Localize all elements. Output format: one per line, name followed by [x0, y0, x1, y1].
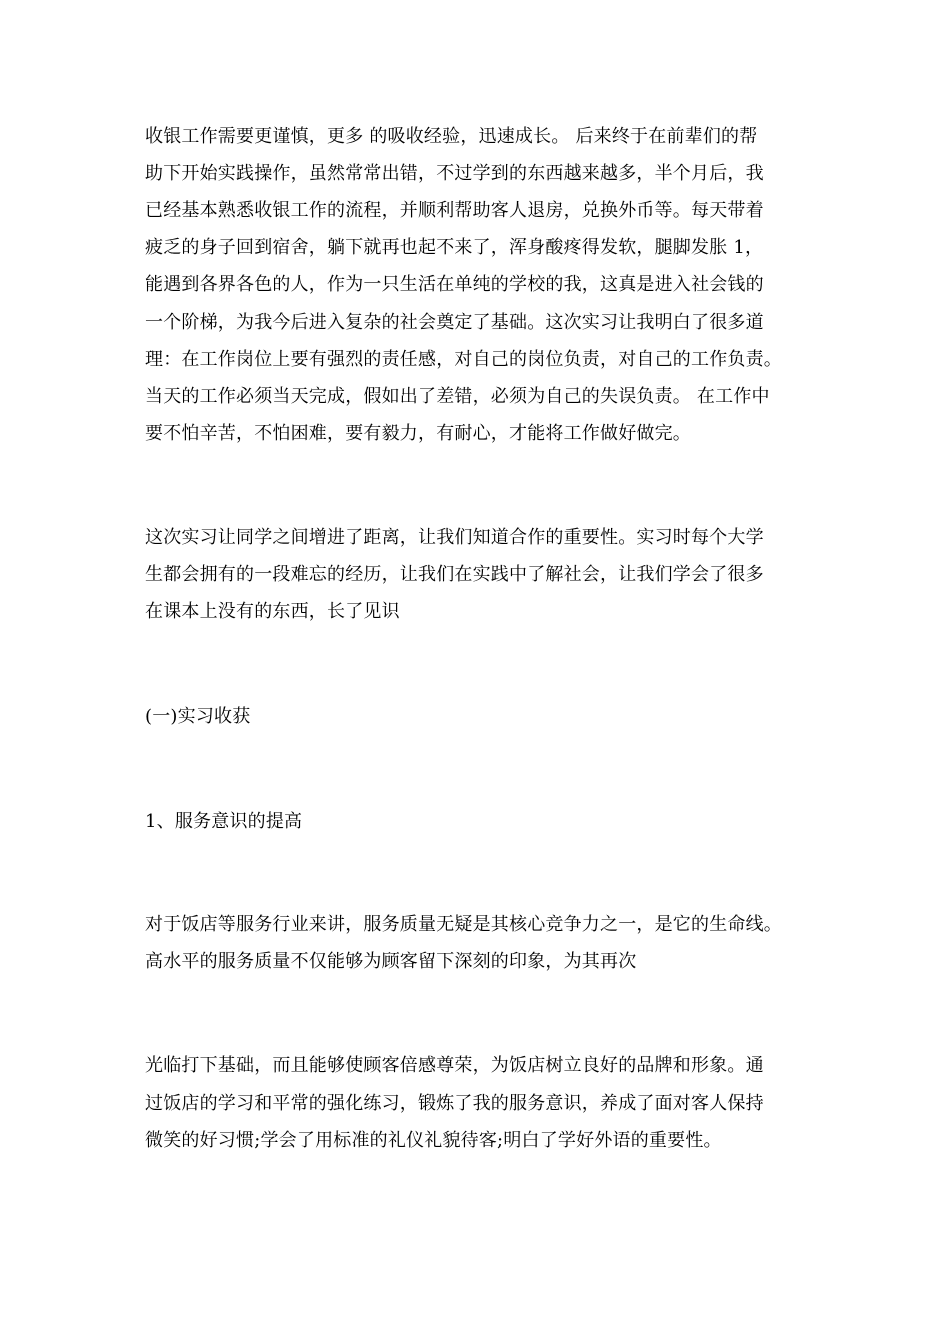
text-line: 能遇到各界各色的人，作为一只生活在单纯的学校的我，这真是进入社会钱的: [145, 274, 764, 295]
text-line: 助下开始实践操作，虽然常常出错，不过学到的东西越来越多，半个月后，我: [145, 163, 764, 184]
text-line: 一个阶梯，为我今后进入复杂的社会奠定了基础。这次实习让我明白了很多道: [145, 312, 764, 333]
text-line: 生都会拥有的一段难忘的经历，让我们在实践中了解社会，让我们学会了很多: [145, 564, 764, 585]
text-line: 已经基本熟悉收银工作的流程，并顺利帮助客人退房，兑换外币等。每天带着: [145, 200, 764, 221]
text-line: 理：在工作岗位上要有强烈的责任感，对自己的岗位负责，对自己的工作负责。: [145, 349, 782, 370]
text-line: 这次实习让同学之间增进了距离，让我们知道合作的重要性。实习时每个大学: [145, 527, 764, 548]
subsection-heading: 1、服务意识的提高: [145, 811, 303, 832]
text-line: 过饭店的学习和平常的强化练习，锻炼了我的服务意识，养成了面对客人保持: [145, 1093, 764, 1114]
text-line: 当天的工作必须当天完成，假如出了差错，必须为自己的失误负责。 在工作中: [145, 386, 770, 407]
section-heading: (一)实习收获: [145, 706, 251, 727]
text-line: 微笑的好习惯;学会了用标准的礼仪礼貌待客;明白了学好外语的重要性。: [145, 1130, 722, 1151]
text-line: 对于饭店等服务行业来讲，服务质量无疑是其核心竞争力之一，是它的生命线。: [145, 914, 782, 935]
text-line: 光临打下基础，而且能够使顾客倍感尊荣，为饭店树立良好的品牌和形象。通: [145, 1055, 764, 1076]
text-line: 收银工作需要更谨慎，更多 的吸收经验，迅速成长。 后来终于在前辈们的帮: [145, 126, 758, 147]
text-line: 疲乏的身子回到宿舍，躺下就再也起不来了，浑身酸疼得发软，腿脚发胀 1，: [145, 237, 764, 258]
text-line: 要不怕辛苦，不怕困难，要有毅力，有耐心，才能将工作做好做完。: [145, 423, 691, 444]
text-line: 高水平的服务质量不仅能够为顾客留下深刻的印象，为其再次: [145, 951, 637, 972]
text-line: 在课本上没有的东西，长了见识: [145, 601, 400, 622]
